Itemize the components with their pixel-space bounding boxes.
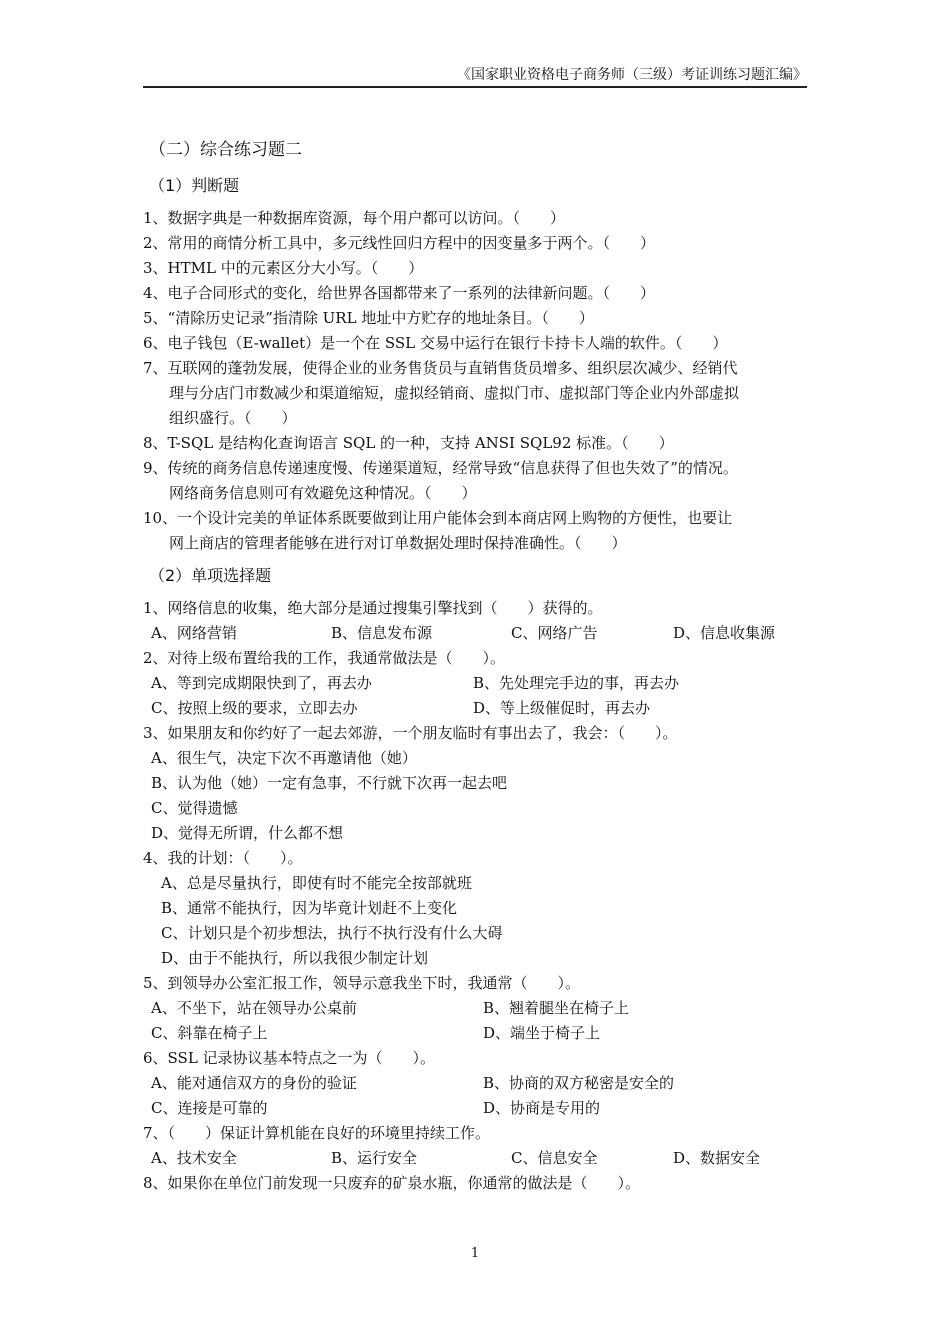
section-title: （二）综合练习题二 (149, 140, 302, 160)
option: A、总是尽量执行，即使有时不能完全按部就班 (161, 874, 472, 892)
option-row (143, 671, 815, 696)
option-row (143, 921, 815, 946)
question-stem: 4、我的计划：（ ）。 (143, 849, 303, 867)
option: A、很生气，决定下次不再邀请他（她） (151, 749, 417, 767)
option: A、网络营销 (151, 624, 237, 642)
option: D、端坐于椅子上 (483, 1024, 601, 1042)
tf-item-line: 8、T-SQL 是结构化查询语言 SQL 的一种，支持 ANSI SQL92 标准。（ ） (143, 434, 674, 452)
option-row (143, 1021, 815, 1046)
question-stem: 6、SSL 记录协议基本特点之一为（ ）。 (143, 1049, 436, 1067)
option: B、协商的双方秘密是安全的 (483, 1074, 675, 1092)
true-false-list (143, 206, 815, 556)
option: D、协商是专用的 (483, 1099, 601, 1117)
tf-item-line: 3、HTML 中的元素区分大小写。（ ） (143, 259, 424, 277)
option: A、等到完成期限快到了，再去办 (151, 674, 372, 692)
option-row (143, 996, 815, 1021)
tf-item-line: 7、互联网的蓬勃发展，使得企业的业务售货员与直销售货员增多、组织层次减少、经销代 (143, 359, 738, 377)
question-stem: 7、（ ）保证计算机能在良好的环境里持续工作。 (143, 1124, 491, 1142)
option: B、运行安全 (331, 1149, 418, 1167)
option-row (143, 696, 815, 721)
question-stem: 5、到领导办公室汇报工作，领导示意我坐下时，我通常（ ）。 (143, 974, 581, 992)
option-row (143, 1096, 815, 1121)
option-row (143, 1146, 815, 1171)
tf-item-line: 理与分店门市数减少和渠道缩短，虚拟经销商、虚拟门市、虚拟部门等企业内外部虚拟 (169, 384, 740, 402)
part2-title: （2）单项选择题 (149, 566, 272, 585)
option: D、等上级催促时，再去办 (473, 699, 651, 717)
part1-title: （1）判断题 (149, 176, 240, 195)
option: B、认为他（她）一定有急事，不行就下次再一起去吧 (151, 774, 508, 792)
option-row (143, 621, 815, 646)
option: C、觉得遗憾 (151, 799, 238, 817)
option: A、技术安全 (151, 1149, 237, 1167)
question-stem: 8、如果你在单位门前发现一只废弃的矿泉水瓶，你通常的做法是（ ）。 (143, 1174, 641, 1192)
option: C、信息安全 (511, 1149, 598, 1167)
option: D、信息收集源 (673, 624, 776, 642)
option-row (143, 946, 815, 971)
option: C、计划只是个初步想法，执行不执行没有什么大碍 (161, 924, 503, 942)
option: B、翘着腿坐在椅子上 (483, 999, 630, 1017)
tf-item-line: 5、“清除历史记录”指清除 URL 地址中方贮存的地址条目。（ ） (143, 309, 594, 327)
tf-item-line: 2、常用的商情分析工具中，多元线性回归方程中的因变量多于两个。（ ） (143, 234, 656, 252)
tf-item-line: 4、电子合同形式的变化，给世界各国都带来了一系列的法律新问题。（ ） (143, 284, 656, 302)
question-stem: 2、对待上级布置给我的工作，我通常做法是（ ）。 (143, 649, 506, 667)
page-header: 《国家职业资格电子商务师（三级）考证训练习题汇编》 (143, 66, 807, 88)
option: C、按照上级的要求，立即去办 (151, 699, 358, 717)
tf-item-line: 6、电子钱包（E-wallet）是一个在 SSL 交易中运行在银行卡持卡人端的软件。（ ） (143, 334, 728, 352)
option-row (143, 821, 815, 846)
page-number: 1 (470, 1246, 480, 1261)
tf-item-line: 9、传统的商务信息传递速度慢、传递渠道短，经常导致“信息获得了但也失效了”的情况。 (143, 459, 738, 477)
tf-item-line: 网上商店的管理者能够在进行对订单数据处理时保持准确性。（ ） (169, 534, 627, 552)
option-row (143, 1071, 815, 1096)
option: B、信息发布源 (331, 624, 433, 642)
option: D、由于不能执行，所以我很少制定计划 (161, 949, 429, 967)
option: A、不坐下，站在领导办公桌前 (151, 999, 357, 1017)
question-stem: 3、如果朋友和你约好了一起去郊游，一个朋友临时有事出去了，我会：（ ）。 (143, 724, 678, 742)
tf-item-line: 1、数据字典是一种数据库资源，每个用户都可以访问。（ ） (143, 209, 566, 227)
multiple-choice-list (143, 596, 815, 1196)
tf-item-line: 10、一个设计完美的单证体系既要做到让用户能体会到本商店网上购物的方便性，也要让 (143, 509, 733, 527)
document-body (143, 136, 815, 1196)
option: C、网络广告 (511, 624, 598, 642)
option: A、能对通信双方的身份的验证 (151, 1074, 357, 1092)
option: B、先处理完手边的事，再去办 (473, 674, 680, 692)
option: C、连接是可靠的 (151, 1099, 268, 1117)
option-row (143, 771, 815, 796)
option-row (143, 746, 815, 771)
option: D、觉得无所谓，什么都不想 (151, 824, 344, 842)
option-row (143, 796, 815, 821)
option-row (143, 896, 815, 921)
option-row (143, 871, 815, 896)
tf-item-line: 网络商务信息则可有效避免这种情况。（ ） (169, 484, 477, 502)
option: C、斜靠在椅子上 (151, 1024, 268, 1042)
option: D、数据安全 (673, 1149, 761, 1167)
option: B、通常不能执行，因为毕竟计划赶不上变化 (161, 899, 458, 917)
tf-item-line: 组织盛行。（ ） (169, 409, 297, 427)
question-stem: 1、网络信息的收集，绝大部分是通过搜集引擎找到（ ）获得的。 (143, 599, 603, 617)
